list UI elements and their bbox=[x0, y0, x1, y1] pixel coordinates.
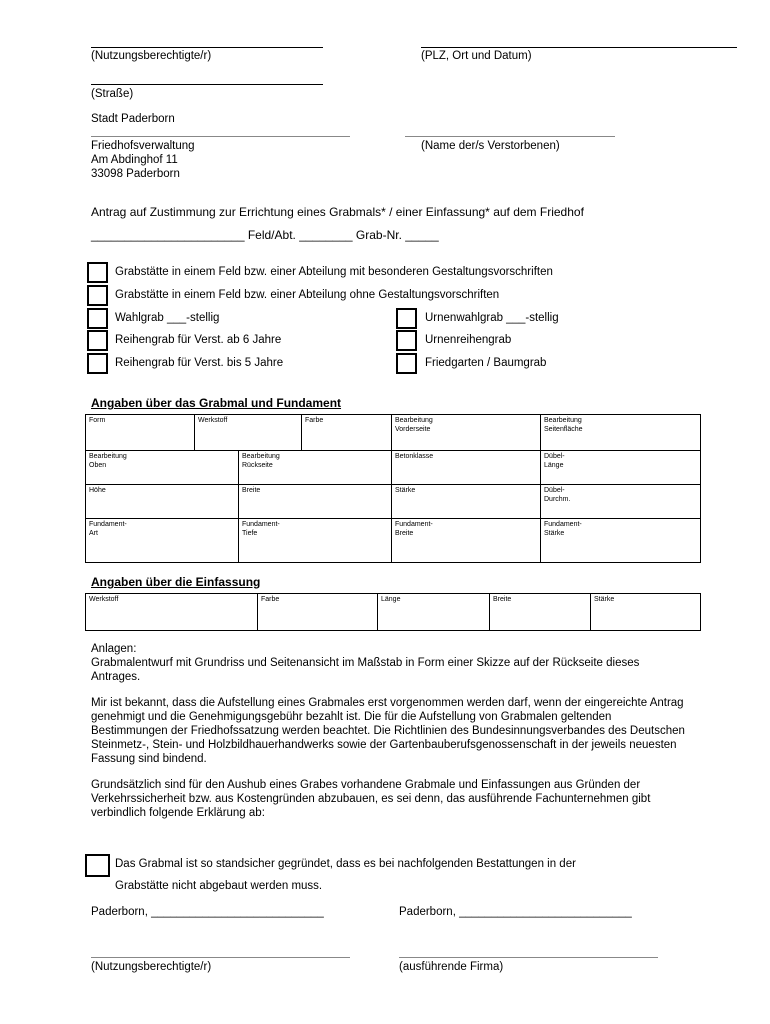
cell-fundament-tiefe[interactable]: Fundament- Tiefe bbox=[239, 519, 392, 563]
table-row bbox=[86, 594, 701, 631]
signature-place-left[interactable]: Paderborn, ___________________________ bbox=[91, 906, 324, 918]
place-date-line bbox=[421, 47, 737, 48]
attachments-text: Grabmalentwurf mit Grundriss und Seitenansicht im Maßstab in Form einer Skizze auf der Rückseite dieses Antrages. bbox=[91, 657, 640, 683]
cell-einfassung-werkstoff[interactable]: Werkstoff bbox=[86, 594, 258, 631]
declaration-line-1: Das Grabmal ist so standsicher gegründet, dass es bei nachfolgenden Bestattungen in der bbox=[115, 858, 576, 870]
signature-line-user[interactable] bbox=[91, 957, 350, 958]
checkbox-urnenreihengrab[interactable] bbox=[396, 330, 417, 351]
checkbox-no-rules[interactable] bbox=[87, 285, 108, 306]
option-urnenwahlgrab: Urnenwahlgrab ___-stellig bbox=[425, 312, 559, 324]
request-title: Antrag auf Zustimmung zur Errichtung eines Grabmals* / einer Einfassung* auf dem Friedhof bbox=[91, 205, 584, 219]
checkbox-wahlgrab[interactable] bbox=[87, 308, 108, 329]
deceased-line bbox=[405, 136, 615, 137]
option-friedgarten: Friedgarten / Baumgrab bbox=[425, 357, 547, 369]
option-wahlgrab: Wahlgrab ___-stellig bbox=[115, 312, 220, 324]
cell-bearbeitung-vorderseite[interactable]: Bearbeitung Vorderseite bbox=[392, 415, 541, 451]
checkbox-special-rules[interactable] bbox=[87, 262, 108, 283]
declaration-line-2: Grabstätte nicht abgebaut werden muss. bbox=[115, 880, 323, 892]
field-grave-number-line[interactable]: _______________________ Feld/Abt. ________ Grab-Nr. _____ bbox=[91, 228, 439, 242]
cell-einfassung-laenge[interactable]: Länge bbox=[378, 594, 490, 631]
cell-bearbeitung-rueckseite[interactable]: Bearbeitung Rückseite bbox=[239, 451, 392, 485]
option-special-rules: Grabstätte in einem Feld bzw. einer Abteilung mit besonderen Gestaltungsvorschriften bbox=[115, 266, 553, 278]
notice-paragraph: Mir ist bekannt, dass die Aufstellung eines Grabmales erst vorgenommen werden darf, wenn der eingereichte Antrag genehmigt und die Genehmigungsgebühr bezahlt ist. Die für die Aufstellung von Grabmalen geltenden Bestimmungen der Friedhofssatzung werden beachtet. Die Richtlinien des Bundesinnungsverbandes des Deutschen Steinmetz-, Stein- und Holzbildhauerhandwerks sowie der Gartenbauberufsgenossenschaft in der jeweils neuesten Fassung sind bindend. bbox=[91, 697, 685, 765]
table-row bbox=[86, 485, 701, 519]
cell-einfassung-farbe[interactable]: Farbe bbox=[258, 594, 378, 631]
option-reihengrab-5: Reihengrab für Verst. bis 5 Jahre bbox=[115, 357, 284, 369]
deceased-label: (Name der/s Verstorbenen) bbox=[421, 140, 560, 152]
cell-einfassung-breite[interactable]: Breite bbox=[490, 594, 591, 631]
signature-line-firm[interactable] bbox=[399, 957, 658, 958]
recipient-office: Friedhofsverwaltung bbox=[91, 140, 195, 152]
cell-staerke[interactable]: Stärke bbox=[392, 485, 541, 519]
street-label: (Straße) bbox=[91, 88, 134, 100]
cell-duebel-durchmesser[interactable]: Dübel- Durchm. bbox=[541, 485, 701, 519]
grabmal-table bbox=[85, 414, 701, 563]
place-date-label: (PLZ, Ort und Datum) bbox=[421, 50, 532, 62]
cell-breite[interactable]: Breite bbox=[239, 485, 392, 519]
table-row bbox=[86, 519, 701, 563]
recipient-postal-city: 33098 Paderborn bbox=[91, 168, 180, 180]
cell-farbe[interactable]: Farbe bbox=[302, 415, 392, 451]
cell-form[interactable]: Form bbox=[86, 415, 195, 451]
user-label: (Nutzungsberechtigte/r) bbox=[91, 50, 212, 62]
cell-bearbeitung-oben[interactable]: Bearbeitung Oben bbox=[86, 451, 239, 485]
signature-firm-label: (ausführende Firma) bbox=[399, 961, 504, 973]
recipient-street: Am Abdinghof 11 bbox=[91, 154, 178, 166]
checkbox-declaration[interactable] bbox=[85, 854, 110, 877]
attachments-title: Anlagen: bbox=[91, 643, 137, 655]
cell-fundament-breite[interactable]: Fundament- Breite bbox=[392, 519, 541, 563]
cell-duebel-laenge[interactable]: Dübel- Länge bbox=[541, 451, 701, 485]
recipient-line bbox=[91, 136, 350, 137]
grabmal-heading: Angaben über das Grabmal und Fundament bbox=[91, 396, 342, 410]
street-line bbox=[91, 84, 323, 85]
cell-fundament-art[interactable]: Fundament- Art bbox=[86, 519, 239, 563]
einfassung-table bbox=[85, 593, 701, 631]
cell-betonklasse[interactable]: Betonklasse bbox=[392, 451, 541, 485]
cell-hoehe[interactable]: Höhe bbox=[86, 485, 239, 519]
option-no-rules: Grabstätte in einem Feld bzw. einer Abteilung ohne Gestaltungsvorschriften bbox=[115, 289, 500, 301]
checkbox-reihengrab-5[interactable] bbox=[87, 353, 108, 374]
signature-place-right[interactable]: Paderborn, ___________________________ bbox=[399, 906, 632, 918]
checkbox-urnenwahlgrab[interactable] bbox=[396, 308, 417, 329]
recipient-city: Stadt Paderborn bbox=[91, 113, 175, 125]
cell-einfassung-staerke[interactable]: Stärke bbox=[591, 594, 701, 631]
cell-fundament-staerke[interactable]: Fundament- Stärke bbox=[541, 519, 701, 563]
checkbox-reihengrab-6[interactable] bbox=[87, 330, 108, 351]
cell-bearbeitung-seitenflaeche[interactable]: Bearbeitung Seitenfläche bbox=[541, 415, 701, 451]
option-reihengrab-6: Reihengrab für Verst. ab 6 Jahre bbox=[115, 334, 282, 346]
signature-user-label: (Nutzungsberechtigte/r) bbox=[91, 961, 212, 973]
option-urnenreihengrab: Urnenreihengrab bbox=[425, 334, 512, 346]
cell-werkstoff[interactable]: Werkstoff bbox=[195, 415, 302, 451]
table-row bbox=[86, 451, 701, 485]
checkbox-friedgarten[interactable] bbox=[396, 353, 417, 374]
principle-paragraph: Grundsätzlich sind für den Aushub eines Grabes vorhandene Grabmale und Einfassungen aus Gründen der Verkehrssicherheit bzw. aus Kostengründen abzubauen, es sei denn, das ausführende Fachunternehmen gibt verbindlich folgende Erklärung ab: bbox=[91, 779, 651, 819]
user-name-line bbox=[91, 47, 323, 48]
table-row bbox=[86, 415, 701, 451]
einfassung-heading: Angaben über die Einfassung bbox=[91, 575, 261, 589]
